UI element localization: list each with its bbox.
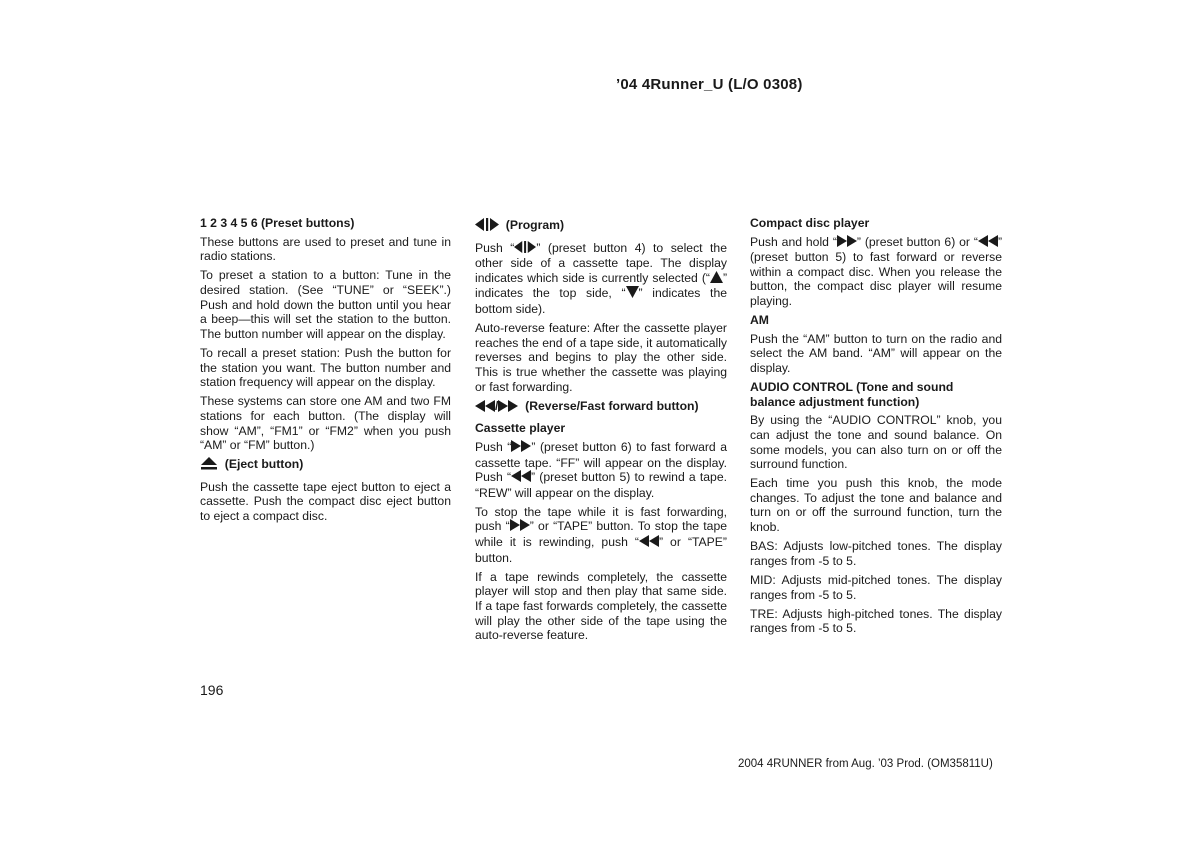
audio-control-heading: AUDIO CONTROL (Tone and sound balance adjustment function)	[750, 380, 954, 409]
paragraph: TRE: Adjusts high‐pitched tones. The display ranges from -5 to 5.	[750, 606, 1002, 636]
paragraph: These systems can store one AM and two FM stations for each button. (The display will show “AM”, “FM1” or “FM2” when you push “AM” or “FM” button.)	[200, 394, 451, 453]
fast-forward-icon	[510, 519, 530, 535]
text-run: ” (preset button 5) to rewind a tape. “REW” will appear on the display.	[475, 470, 727, 500]
text-run: Push “	[475, 439, 512, 454]
slash: /	[495, 398, 499, 413]
page-number: 196	[200, 682, 224, 698]
paragraph	[475, 440, 727, 500]
program-icon	[514, 241, 536, 257]
cassette-player-heading: Cassette player	[475, 421, 566, 436]
column-2	[475, 216, 727, 647]
paragraph: Push the cassette tape eject button to eject a cassette. Push the compact disc eject button to eject a compact disc.	[200, 479, 451, 524]
reverse-fast-forward-heading	[475, 399, 727, 416]
text-run: ” indicates the bottom side).	[475, 286, 727, 316]
paragraph: Auto‐reverse feature: After the cassette player reaches the end of a tape side, it automatically reverses and begins to play the other side. This is true whether the cassette was playing or fast forwarding.	[475, 321, 727, 394]
fast-forward-icon	[511, 440, 531, 456]
paragraph: If a tape rewinds completely, the cassette player will stop and then play that same side. If a tape fast forwards completely, the cassette will play the other side of the tape using the auto‐reverse feature.	[475, 569, 727, 643]
fast-forward-icon	[837, 235, 857, 251]
up-triangle-icon	[710, 271, 723, 287]
paragraph: By using the “AUDIO CONTROL” knob, you can adjust the tone and sound balance. On some models, you can also turn on or off the surround function.	[750, 413, 1002, 472]
text-run: ” indicates the top side, “	[475, 270, 727, 301]
am-heading: AM	[750, 313, 769, 328]
reverse-heading-label: (Reverse/Fast forward button)	[525, 398, 699, 413]
program-heading	[475, 218, 727, 235]
eject-button-heading	[200, 457, 451, 474]
paragraph: BAS: Adjusts low‐pitched tones. The display ranges from -5 to 5.	[750, 539, 1002, 568]
paragraph: Push the “AM” button to turn on the radio and select the AM band. “AM” will appear on the display.	[750, 331, 1002, 375]
paragraph	[750, 235, 1002, 309]
eject-icon	[200, 457, 218, 474]
paragraph: Each time you push this knob, the mode changes. To adjust the tone and balance and turn on or off the surround function, turn the knob.	[750, 476, 1002, 535]
rewind-icon	[475, 400, 495, 416]
text-run: ” (preset button 4) to select the other side of a cassette tape. The display indicates which side is currently selected (“	[475, 240, 727, 285]
down-triangle-icon	[626, 286, 639, 302]
text-run: ” (preset button 6) to fast forward a cassette tape. “FF” will appear on the display. Push “	[475, 439, 727, 485]
text-run: ” (preset button 6) or “	[856, 234, 978, 249]
fast-forward-icon	[498, 400, 518, 416]
text-run: ” (preset button 5) to fast forward or reverse within a compact disc. When you release the button, the compact disc player will resume playing.	[750, 234, 1002, 308]
page-header-title: ’04 4Runner_U (L/O 0308)	[616, 76, 803, 93]
text-run: Push “	[475, 240, 515, 255]
rewind-icon	[978, 235, 998, 251]
footer-text: 2004 4RUNNER from Aug. ’03 Prod. (OM35811U)	[738, 758, 993, 770]
program-icon	[475, 218, 499, 235]
text-run: ” or “TAPE” button.	[475, 535, 727, 565]
column-1	[200, 216, 451, 528]
rewind-icon	[639, 535, 659, 551]
paragraph: These buttons are used to preset and tune in radio stations.	[200, 234, 451, 264]
paragraph	[475, 241, 727, 317]
compact-disc-heading: Compact disc player	[750, 216, 870, 230]
text-run: To stop the tape while it is fast forwarding, push “	[475, 504, 727, 534]
text-run: Push and hold “	[750, 234, 837, 249]
paragraph	[475, 505, 727, 565]
program-heading-label: (Program)	[505, 218, 565, 232]
column-3	[750, 216, 1002, 641]
preset-buttons-heading: 1 2 3 4 5 6 (Preset buttons)	[200, 216, 355, 230]
paragraph: To preset a station to a button: Tune in the desired station. (See “TUNE” or “SEEK”.) Push and hold down the button until you hear a beep—this will set the station to the button. The button number will appear on the display.	[200, 268, 451, 341]
paragraph: To recall a preset station: Push the button for the station you want. The button number and station frequency will appear on the display.	[200, 345, 451, 390]
eject-heading-label: (Eject button)	[224, 457, 304, 472]
text-run: ” or “TAPE” button. To stop the tape while it is rewinding, push “	[475, 519, 727, 550]
rewind-icon	[511, 470, 531, 486]
paragraph: MID: Adjusts mid‐pitched tones. The display ranges from -5 to 5.	[750, 573, 1002, 602]
